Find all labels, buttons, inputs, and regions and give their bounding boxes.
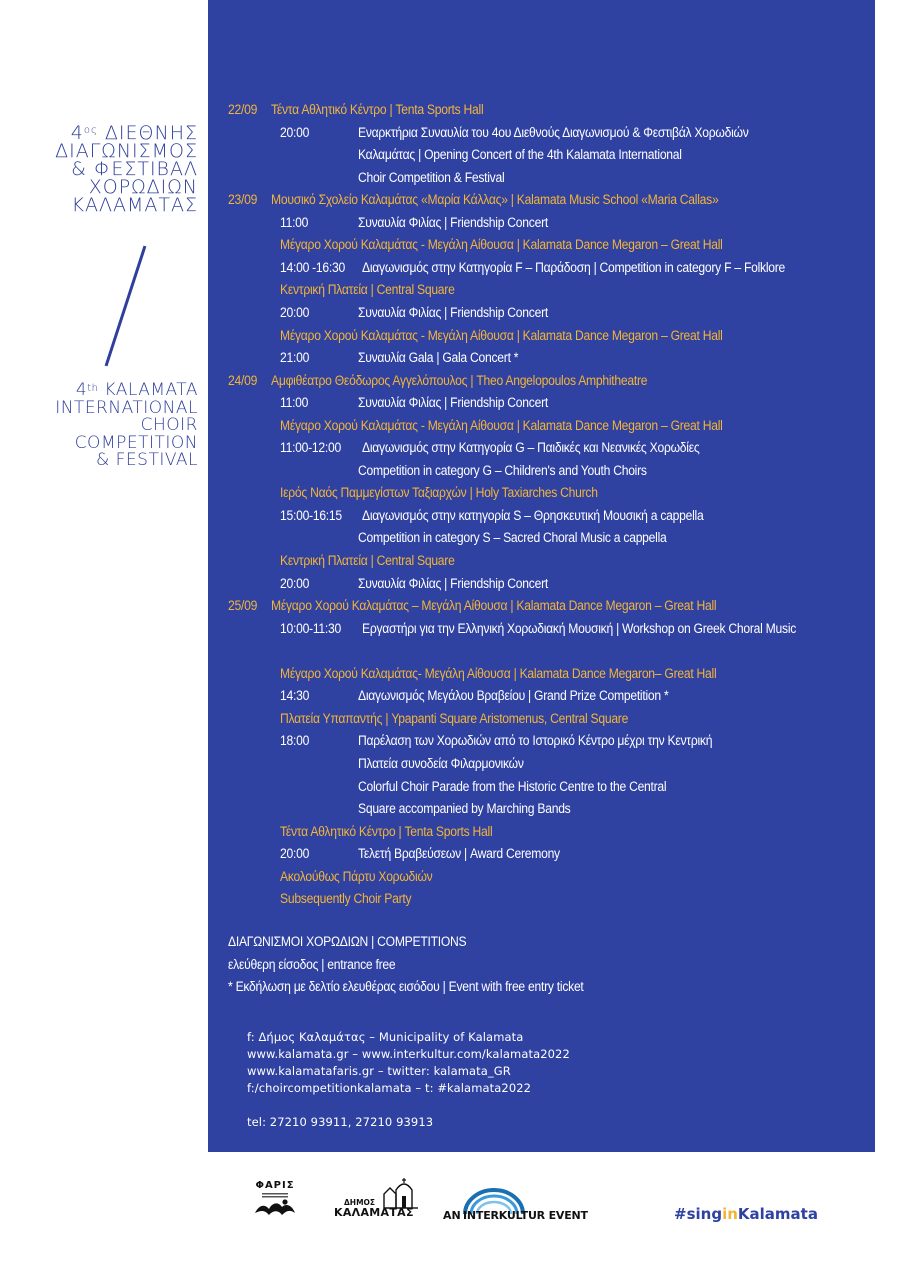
program-time: 14:00 -16:30 xyxy=(280,259,345,275)
program-event: Διαγωνισμός στην Κατηγορία F – Παράδοση | Competition in category F – Folklore xyxy=(362,259,785,275)
program-event: Συναυλία Φιλίας | Friendship Concert xyxy=(358,214,548,230)
program-event: Διαγωνισμός στην Κατηγορία G – Παιδικές και Νεανικές Χορωδίες xyxy=(362,440,700,456)
program-event: Competition in category S – Sacred Choral Music a cappella xyxy=(358,530,667,546)
program-venue: Subsequently Choir Party xyxy=(280,891,412,907)
greek-title-line-4: ΧΟΡΩΔΙΩΝ xyxy=(88,176,198,198)
program-venue: Αμφιθέατρο Θεόδωρος Αγγελόπουλος | Theo Angelopoulos Amphitheatre xyxy=(271,372,648,388)
program-venue: Ακολούθως Πάρτυ Χορωδιών xyxy=(280,868,433,884)
program-venue: Μέγαρο Χορού Καλαμάτας – Μεγάλη Αίθουσα | Kalamata Dance Megaron – Great Hall xyxy=(271,598,717,614)
program-event: Διαγωνισμός στην κατηγορία S – Θρησκευτική Μουσική a cappella xyxy=(362,507,704,523)
program-venue: Μέγαρο Χορού Καλαμάτας- Μεγάλη Αίθουσα | Kalamata Dance Megaron– Great Hall xyxy=(280,665,717,681)
hashtag-part-kalamata: Kalamata xyxy=(737,1205,818,1223)
program-event: Συναυλία Φιλίας | Friendship Concert xyxy=(358,304,548,320)
program-time: 11:00-12:00 xyxy=(280,440,341,456)
program-time: 21:00 xyxy=(280,350,310,366)
greek-title-line-3: & ΦΕΣΤΙΒΑΛ xyxy=(71,158,198,180)
program-time: 20:00 xyxy=(280,304,310,320)
program-date: 22/09 xyxy=(228,102,258,117)
program-event: Εργαστήρι για την Ελληνική Χορωδιακή Μουσική | Workshop on Greek Choral Music xyxy=(362,620,797,636)
program-event: Καλαμάτας | Opening Concert of the 4th Kalamata International xyxy=(358,147,682,163)
program-event: Εναρκτήρια Συναυλία του 4ου Διεθνούς Διαγωνισμού & Φεστιβάλ Χορωδιών xyxy=(358,124,749,140)
english-title-line-5: & FESTIVAL xyxy=(95,450,198,470)
slash-divider xyxy=(105,246,147,367)
interkultur-logo xyxy=(443,1186,603,1226)
website-links: www.kalamata.gr – www.interkultur.com/kalamata2022 xyxy=(247,1047,570,1061)
facebook-hashtag-links: f:/choircompetitionkalamata – t: #kalamata2022 xyxy=(247,1081,532,1095)
municipality-kalamata-logo xyxy=(334,1176,422,1222)
program-venue: Ιερός Ναός Παμμεγίστων Ταξιαρχών | Holy Taxiarches Church xyxy=(280,485,598,501)
english-title-line-3: CHOIR xyxy=(140,415,198,435)
program-event: Διαγωνισμός Μεγάλου Βραβείου | Grand Prize Competition * xyxy=(358,688,669,704)
dimos-label: ΔΗΜΟΣ xyxy=(344,1198,376,1207)
faris-logo-text: ΦΑΡΙΣ xyxy=(255,1180,295,1191)
program-venue: Τέντα Αθλητικό Κέντρο | Tenta Sports Hall xyxy=(271,102,484,117)
greek-title-line-5: ΚΑΛΑΜΑΤΑΣ xyxy=(71,194,198,216)
program-time: 20:00 xyxy=(280,846,310,862)
program-time: 11:00 xyxy=(280,395,309,411)
church-icon xyxy=(380,1176,420,1210)
facebook-contact: f: Δήμος Καλαμάτας – Municipality of Kalamata xyxy=(247,1030,524,1044)
competitions-note: ΔΙΑΓΩΝΙΣΜΟΙ ΧΟΡΩΔΙΩΝ | COMPETITIONS xyxy=(228,934,467,949)
program-time: 20:00 xyxy=(280,124,310,140)
program-time: 20:00 xyxy=(280,575,310,591)
interkultur-event-label: INTERKULTUR EVENT xyxy=(463,1209,588,1222)
program-venue: Μέγαρο Χορού Καλαμάτας - Μεγάλη Αίθουσα | Kalamata Dance Megaron – Great Hall xyxy=(280,237,723,253)
program-venue: Τέντα Αθλητικό Κέντρο | Tenta Sports Hall xyxy=(280,823,493,839)
sing-in-kalamata-hashtag xyxy=(674,1205,818,1223)
program-event: Συναυλία Φιλίας | Friendship Concert xyxy=(358,395,548,411)
program-event: Παρέλαση των Χορωδιών από το Ιστορικό Κέντρο μέχρι την Κεντρική xyxy=(358,733,713,749)
program-venue: Πλατεία Υπαπαντής | Ypapanti Square Aristomenus, Central Square xyxy=(280,710,629,726)
program-time: 18:00 xyxy=(280,733,310,749)
program-date: 25/09 xyxy=(228,598,258,614)
english-festival-title xyxy=(55,382,198,470)
dancer-icon xyxy=(252,1191,298,1217)
greek-festival-title xyxy=(55,124,198,214)
free-ticket-note: * Εκδήλωση με δελτίο ελευθέρας εισόδου | Event with free entry ticket xyxy=(228,979,584,994)
hashtag-part-in: in xyxy=(722,1205,738,1223)
program-event: Συναυλία Gala | Gala Concert * xyxy=(358,350,519,366)
an-label: AN xyxy=(443,1209,461,1222)
program-event: Competition in category G – Children's and Youth Choirs xyxy=(358,462,647,478)
english-title-line-1: 4th KALAMATA xyxy=(75,380,198,400)
program-event: Colorful Choir Parade from the Historic Centre to the Central xyxy=(358,778,667,794)
program-event: Choir Competition & Festival xyxy=(358,169,505,185)
program-venue: Μέγαρο Χορού Καλαμάτας - Μεγάλη Αίθουσα | Kalamata Dance Megaron – Great Hall xyxy=(280,417,723,433)
program-venue: Μουσικό Σχολείο Καλαμάτας «Μαρία Κάλλας» | Kalamata Music School «Maria Callas» xyxy=(271,192,719,208)
greek-title-line-1: $4^{o\varsigma}$ ΔΙΕΘΝΗΣ xyxy=(70,122,198,144)
faris-twitter-links: www.kalamatafaris.gr – twitter: kalamata_GR xyxy=(247,1064,511,1078)
greek-title-line-2: ΔΙΑΓΩΝΙΣΜΟΣ xyxy=(55,140,198,162)
hashtag-part-sing: #sing xyxy=(674,1205,723,1223)
program-time: 15:00-16:15 xyxy=(280,507,342,523)
telephone-numbers: tel: 27210 93911, 27210 93913 xyxy=(247,1115,434,1129)
english-title-line-4: COMPETITION xyxy=(74,432,198,453)
program-date: 23/09 xyxy=(228,192,258,208)
program-event: Συναυλία Φιλίας | Friendship Concert xyxy=(358,575,548,591)
program-venue: Κεντρική Πλατεία | Central Square xyxy=(280,282,455,298)
kalamatas-label: ΚΑΛΑΜΑΤΑΣ xyxy=(334,1206,414,1219)
program-venue: Μέγαρο Χορού Καλαμάτας - Μεγάλη Αίθουσα | Kalamata Dance Megaron – Great Hall xyxy=(280,327,723,343)
program-time: 11:00 xyxy=(280,214,309,230)
english-title-line-2: INTERNATIONAL xyxy=(55,397,198,418)
faris-logo xyxy=(252,1180,298,1221)
program-time: 14:30 xyxy=(280,688,310,704)
program-date: 24/09 xyxy=(228,372,258,388)
program-time: 10:00-11:30 xyxy=(280,620,341,636)
entrance-free-note: ελεύθερη είσοδος | entrance free xyxy=(228,957,396,972)
program-event: Τελετή Βραβεύσεων | Award Ceremony xyxy=(358,846,560,862)
program-event: Square accompanied by Marching Bands xyxy=(358,801,571,817)
program-event: Πλατεία συνοδεία Φιλαρμονικών xyxy=(358,755,524,771)
program-venue: Κεντρική Πλατεία | Central Square xyxy=(280,553,455,568)
